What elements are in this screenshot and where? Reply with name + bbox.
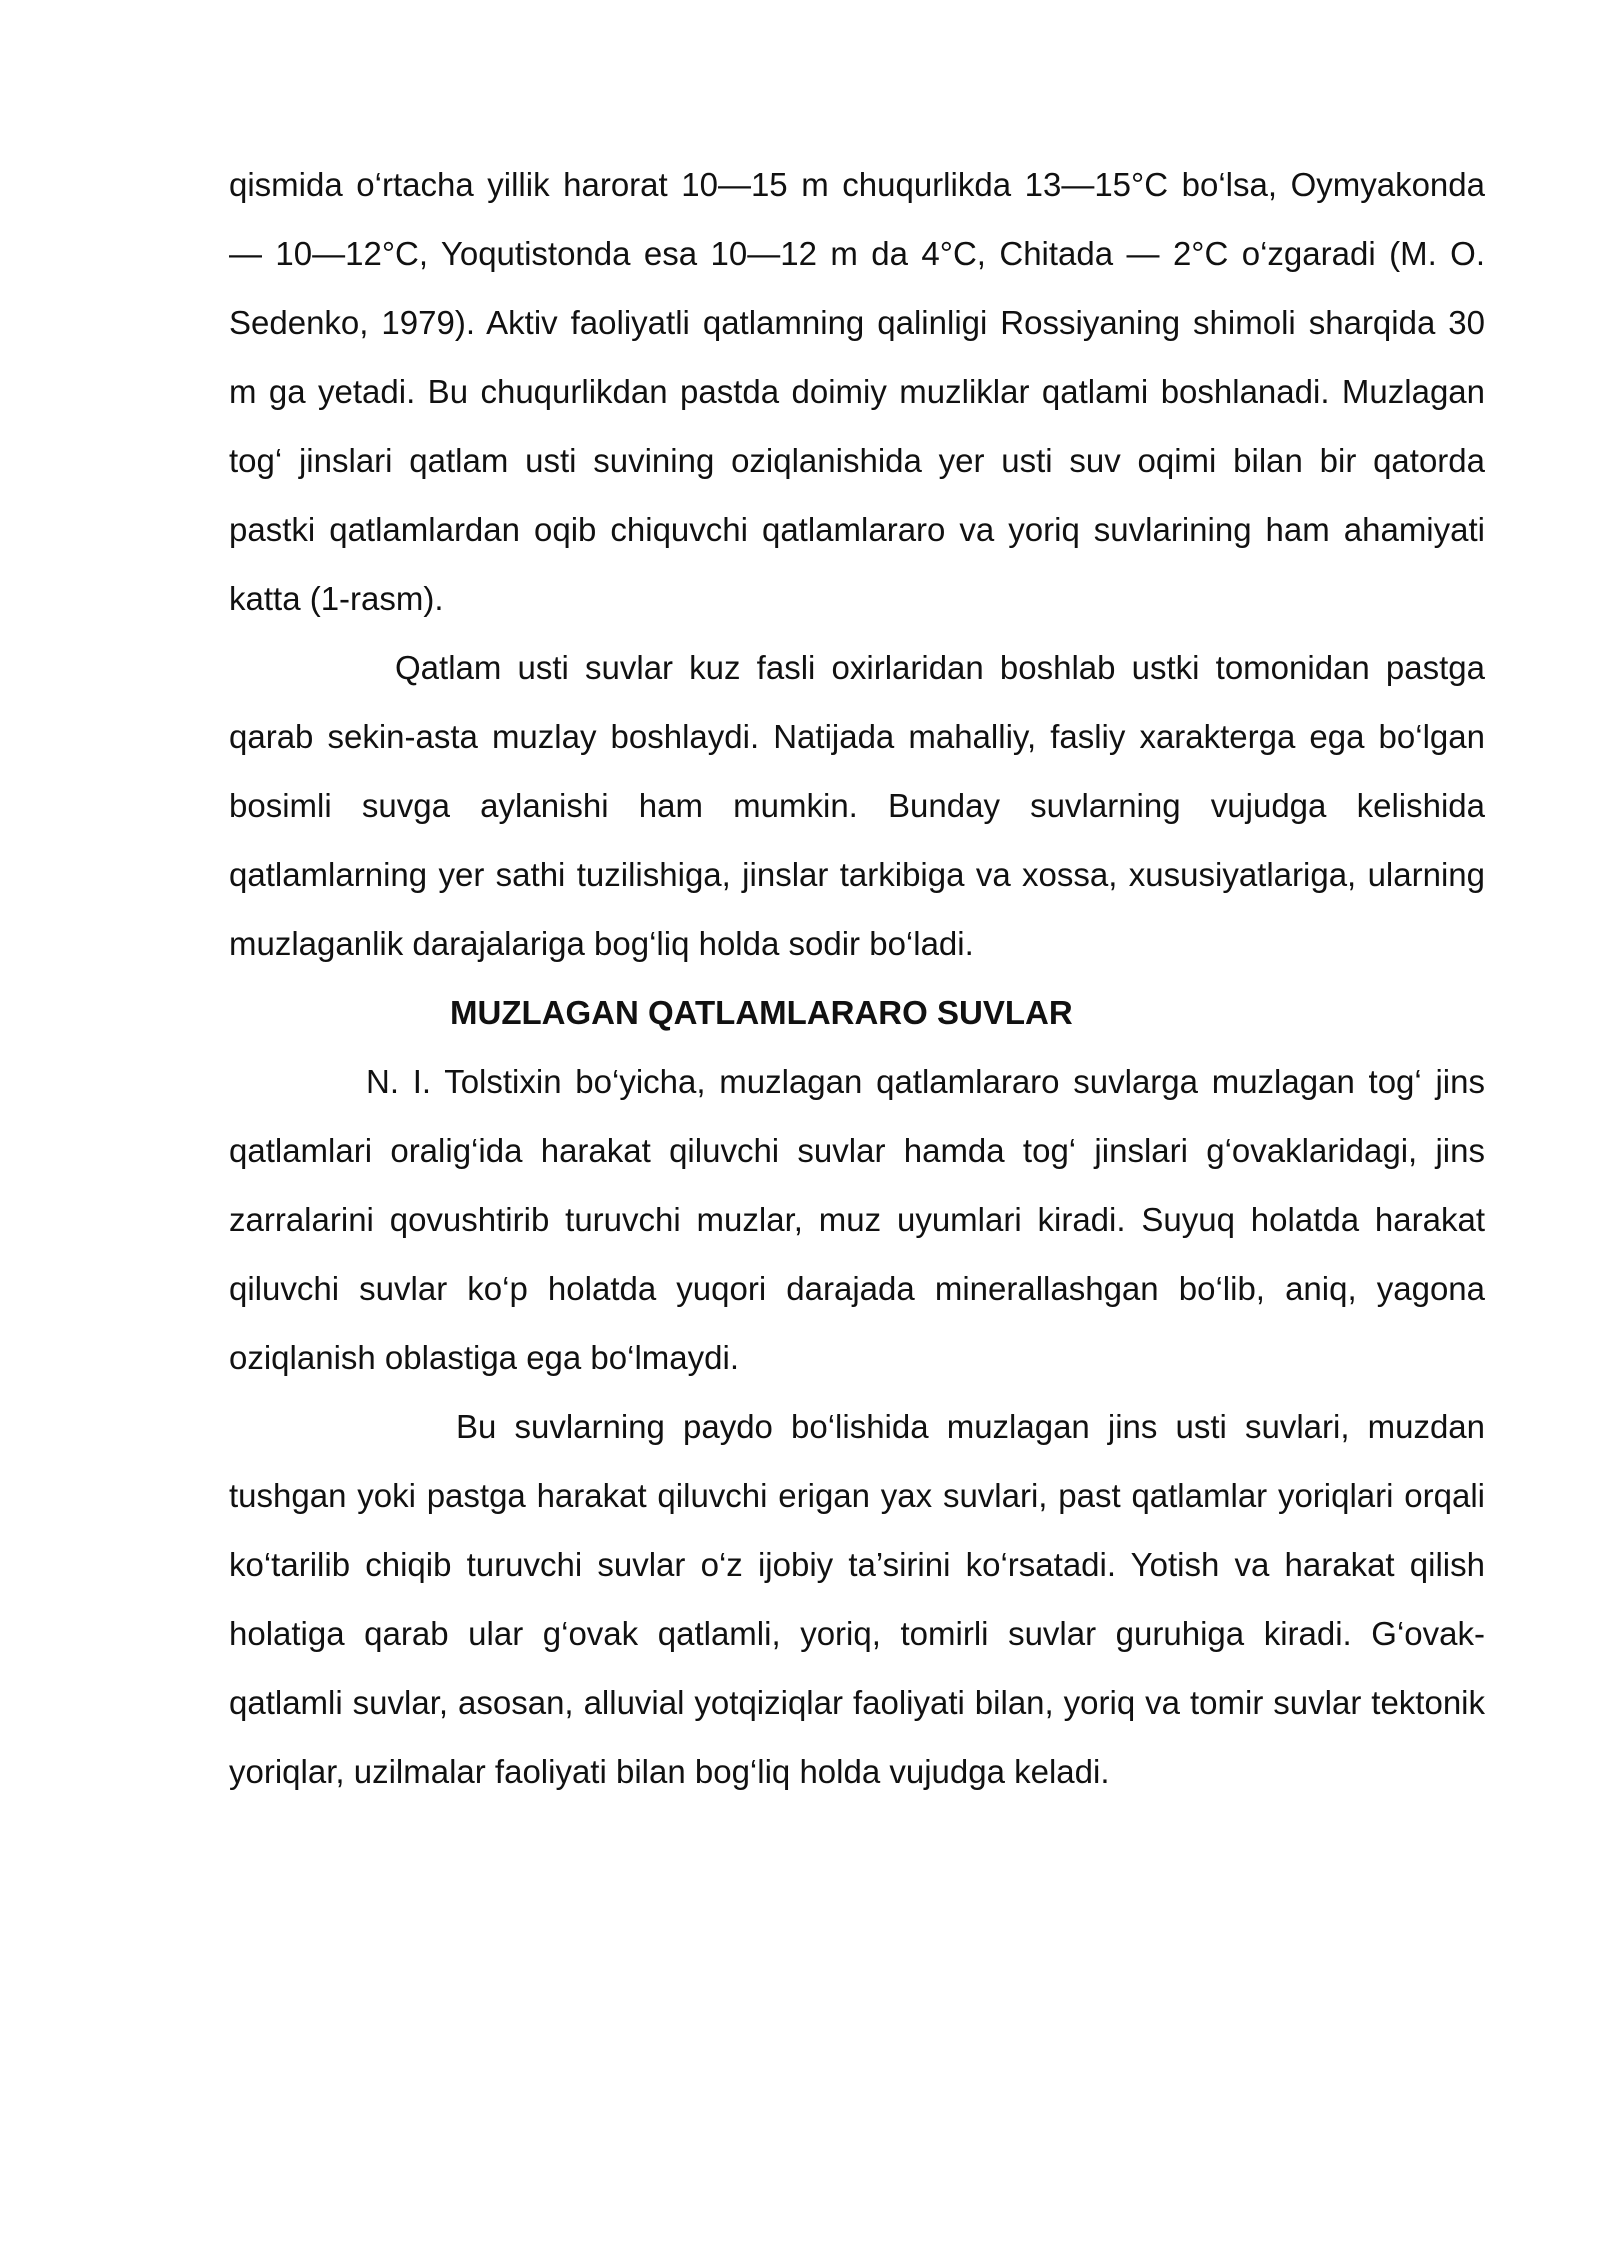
document-body bbox=[229, 150, 1485, 1806]
paragraph-tolstixin-definition: N. I. Tolstixin bo‘yicha, muzlagan qatlamlararo suvlarga muzlagan tog‘ jins qatlamlari oralig‘ida harakat qiluvchi suvlar hamda tog‘ jinslari g‘ovaklaridagi, jins zarralarini qovushtirib turuvchi muzlar, muz uyumlari kiradi. Suyuq holatda harakat qiluvchi suvlar ko‘p holatda yuqori darajada minerallashgan bo‘lib, aniq, yagona oziqlanish oblastiga ega bo‘lmaydi. bbox=[229, 1063, 1485, 1376]
paragraph-autumn-freezing: Qatlam usti suvlar kuz fasli oxirlaridan boshlab ustki tomonidan pastga qarab sekin-asta muzlay boshlaydi. Natijada mahalliy, fasliy xarakterga ega bo‘lgan bosimli suvga aylanishi ham mumkin. Bunday suvlarning vujudga kelishida qatlamlarning yer sathi tuzilishiga, jinslar tarkibiga va xossa, xususiyatlariga, ularning muzlaganlik darajalariga bog‘liq holda sodir bo‘ladi. bbox=[229, 649, 1485, 962]
paragraph-origin-classification: Bu suvlarning paydo bo‘lishida muzlagan jins usti suvlari, muzdan tushgan yoki pastga harakat qiluvchi erigan yax suvlari, past qatlamlar yoriqlari orqali ko‘tarilib chiqib turuvchi suvlar o‘z ijobiy ta’sirini ko‘rsatadi. Yotish va harakat qilish holatiga qarab ular g‘ovak qatlamli, yoriq, tomirli suvlar guruhiga kiradi. G‘ovak-qatlamli suvlar, asosan, alluvial yotqiziqlar faoliyati bilan, yoriq va tomir suvlar tektonik yoriqlar, uzilmalar faoliyati bilan bog‘liq holda vujudga keladi. bbox=[229, 1408, 1485, 1790]
section-heading: MUZLAGAN QATLAMLARARO SUVLAR bbox=[450, 994, 1073, 1031]
paragraph-temperature-permafrost: qismida o‘rtacha yillik harorat 10—15 m chuqurlikda 13—15°C bo‘lsa, Oymyakonda — 10—12°C, Yoqutistonda esa 10—12 m da 4°C, Chitada — 2°C o‘zgaradi (M. O. Sedenko, 1979). Aktiv faoliyatli qatlamning qalinligi Rossiyaning shimoli sharqida 30 m ga yetadi. Bu chuqurlikdan pastda doimiy muzliklar qatlami boshlanadi. Muzlagan tog‘ jinslari qatlam usti suvining oziqlanishida yer usti suv oqimi bilan bir qatorda pastki qatlamlardan oqib chiquvchi qatlamlararo va yoriq suvlarining ham ahamiyati katta (1-rasm). bbox=[229, 166, 1485, 617]
